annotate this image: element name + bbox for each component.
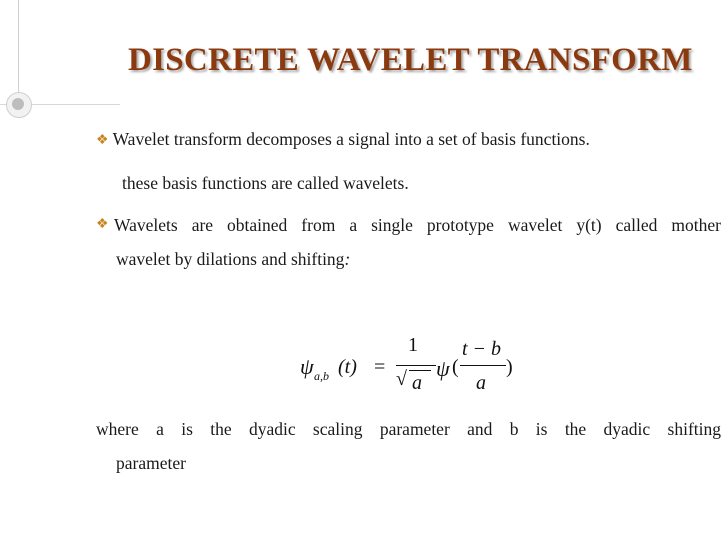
formula-paren-right: ) — [506, 356, 513, 378]
formula-paren-left: ( — [452, 356, 459, 378]
word: is — [181, 419, 193, 439]
wavelet-formula — [300, 336, 540, 406]
word: shifting — [667, 419, 721, 439]
frame-ring-dot — [12, 98, 24, 110]
formula-equals: = — [374, 356, 386, 378]
slide-title: DISCRETE WAVELET TRANSFORM — [128, 42, 693, 78]
word: and — [467, 419, 493, 439]
bullet-2-line-2-text: wavelet by dilations and shifting — [116, 249, 345, 269]
diamond-bullet-icon: ❖ — [96, 217, 109, 232]
formula-psi: ψ — [300, 354, 314, 379]
word: parameter — [379, 419, 450, 439]
formula-subscript: a,b — [314, 369, 329, 383]
bullet-2-colon: : — [344, 249, 351, 269]
formula-numerator-1: 1 — [408, 334, 418, 356]
word: prototype — [426, 215, 494, 235]
formula-sqrt-bar — [409, 370, 431, 371]
bullet-1-text: Wavelet transform decomposes a signal into a set of basis functions. — [112, 129, 590, 149]
word: single — [371, 215, 413, 235]
word: a — [156, 419, 164, 439]
word: where — [96, 419, 139, 439]
formula-denominator-a-2: a — [476, 372, 486, 394]
word: from — [301, 215, 336, 235]
where-line-1 — [96, 418, 721, 440]
formula-t-arg: (t) — [338, 356, 357, 378]
word: a — [349, 215, 358, 235]
word: mother — [671, 215, 721, 235]
word: the — [564, 419, 587, 439]
word: b — [509, 419, 519, 439]
word: obtained — [227, 215, 288, 235]
formula-numerator-2: t − b — [462, 338, 502, 360]
formula-psi-2: ψ — [436, 356, 450, 381]
word: scaling — [312, 419, 363, 439]
bullet-2-line-2 — [116, 248, 350, 270]
diamond-bullet-icon: ❖ — [96, 133, 109, 148]
word: dyadic — [603, 419, 651, 439]
bullet-2-line-1 — [96, 214, 721, 236]
formula-denominator-a-1: a — [412, 372, 422, 394]
formula-sqrt-sign: √ — [396, 368, 407, 390]
word: Wavelets — [114, 215, 178, 235]
word: is — [535, 419, 548, 439]
bullet-1-continuation: these basis functions are called wavelets. — [122, 173, 409, 193]
formula-fraction-bar-2 — [460, 365, 506, 366]
where-line-2: parameter — [116, 453, 186, 473]
word: wavelet — [507, 215, 563, 235]
word: dyadic — [248, 419, 296, 439]
word: the — [210, 419, 232, 439]
word: are — [191, 215, 214, 235]
bullet-1 — [96, 128, 590, 153]
formula-fraction-bar-1 — [396, 365, 436, 366]
word: called — [615, 215, 658, 235]
word: y(t) — [576, 215, 602, 235]
